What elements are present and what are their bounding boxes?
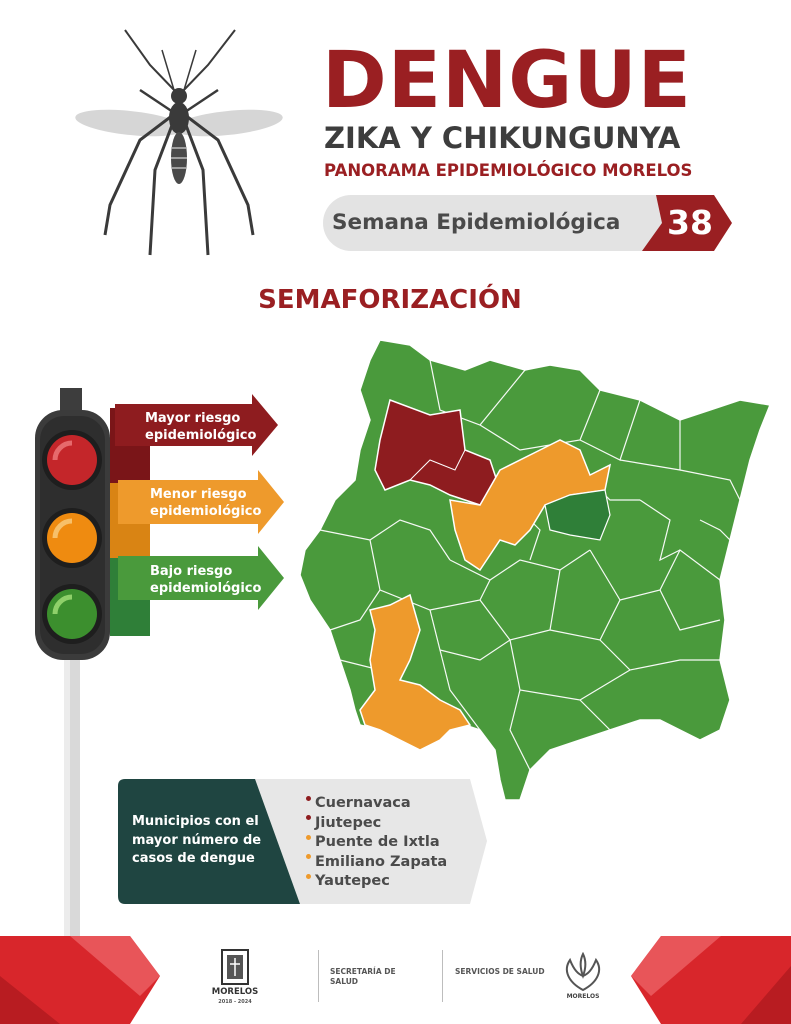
bullet-dot-icon [306,796,311,801]
legend-medium-risk: Menor riesgo epidemiológico [150,487,262,519]
list-item [306,833,496,853]
bullet-dot-icon [306,835,311,840]
week-label: Semana Epidemiológica [332,210,621,235]
municipalities-intro: Municipios con el mayor número de casos de dengue [132,814,262,866]
section-title: SEMAFORIZACIÓN [258,285,522,315]
map-state-outline [300,340,770,800]
footer-servicios-salud: SERVICIOS DE SALUD [455,967,545,976]
subtitle-zika-chikungunya: ZIKA Y CHIKUNGUNYA [324,121,681,155]
municipality-name: Jiutepec [315,814,382,831]
municipality-name: Emiliano Zapata [315,853,448,870]
bullet-dot-icon [306,815,311,820]
list-item [306,853,496,873]
bullet-dot-icon [306,874,311,879]
footer-morelos-logo-label: MORELOS [566,993,600,1000]
morelos-flower-logo-icon [558,952,608,992]
footer-divider [318,950,319,1002]
list-item [306,814,496,834]
week-number: 38 [667,203,713,242]
footer-secretaria-salud: SECRETARÍA DE SALUD [330,967,396,986]
list-item [306,872,496,892]
title-dengue: DENGUE [322,36,692,126]
municipalities-list [306,794,496,892]
municipality-name: Cuernavaca [315,795,411,811]
morelos-coat-of-arms-icon [220,948,250,986]
panorama-title: PANORAMA EPIDEMIOLÓGICO MORELOS [324,161,693,180]
footer-left-decoration [0,936,160,1024]
footer-morelos-label: MORELOS [211,987,259,997]
footer-divider [442,950,443,1002]
legend-high-risk: Mayor riesgo epidemiológico [145,411,257,443]
morelos-risk-map [280,330,780,820]
list-item [306,794,496,814]
legend-low-risk: Bajo riesgo epidemiológico [150,564,262,596]
municipality-name: Puente de Ixtla [315,834,440,850]
municipality-name: Yautepec [315,873,390,889]
bullet-dot-icon [306,854,311,859]
footer-right-decoration [631,936,791,1024]
mosquito-illustration [70,20,290,270]
footer-morelos-years: 2018 - 2024 [218,999,252,1005]
